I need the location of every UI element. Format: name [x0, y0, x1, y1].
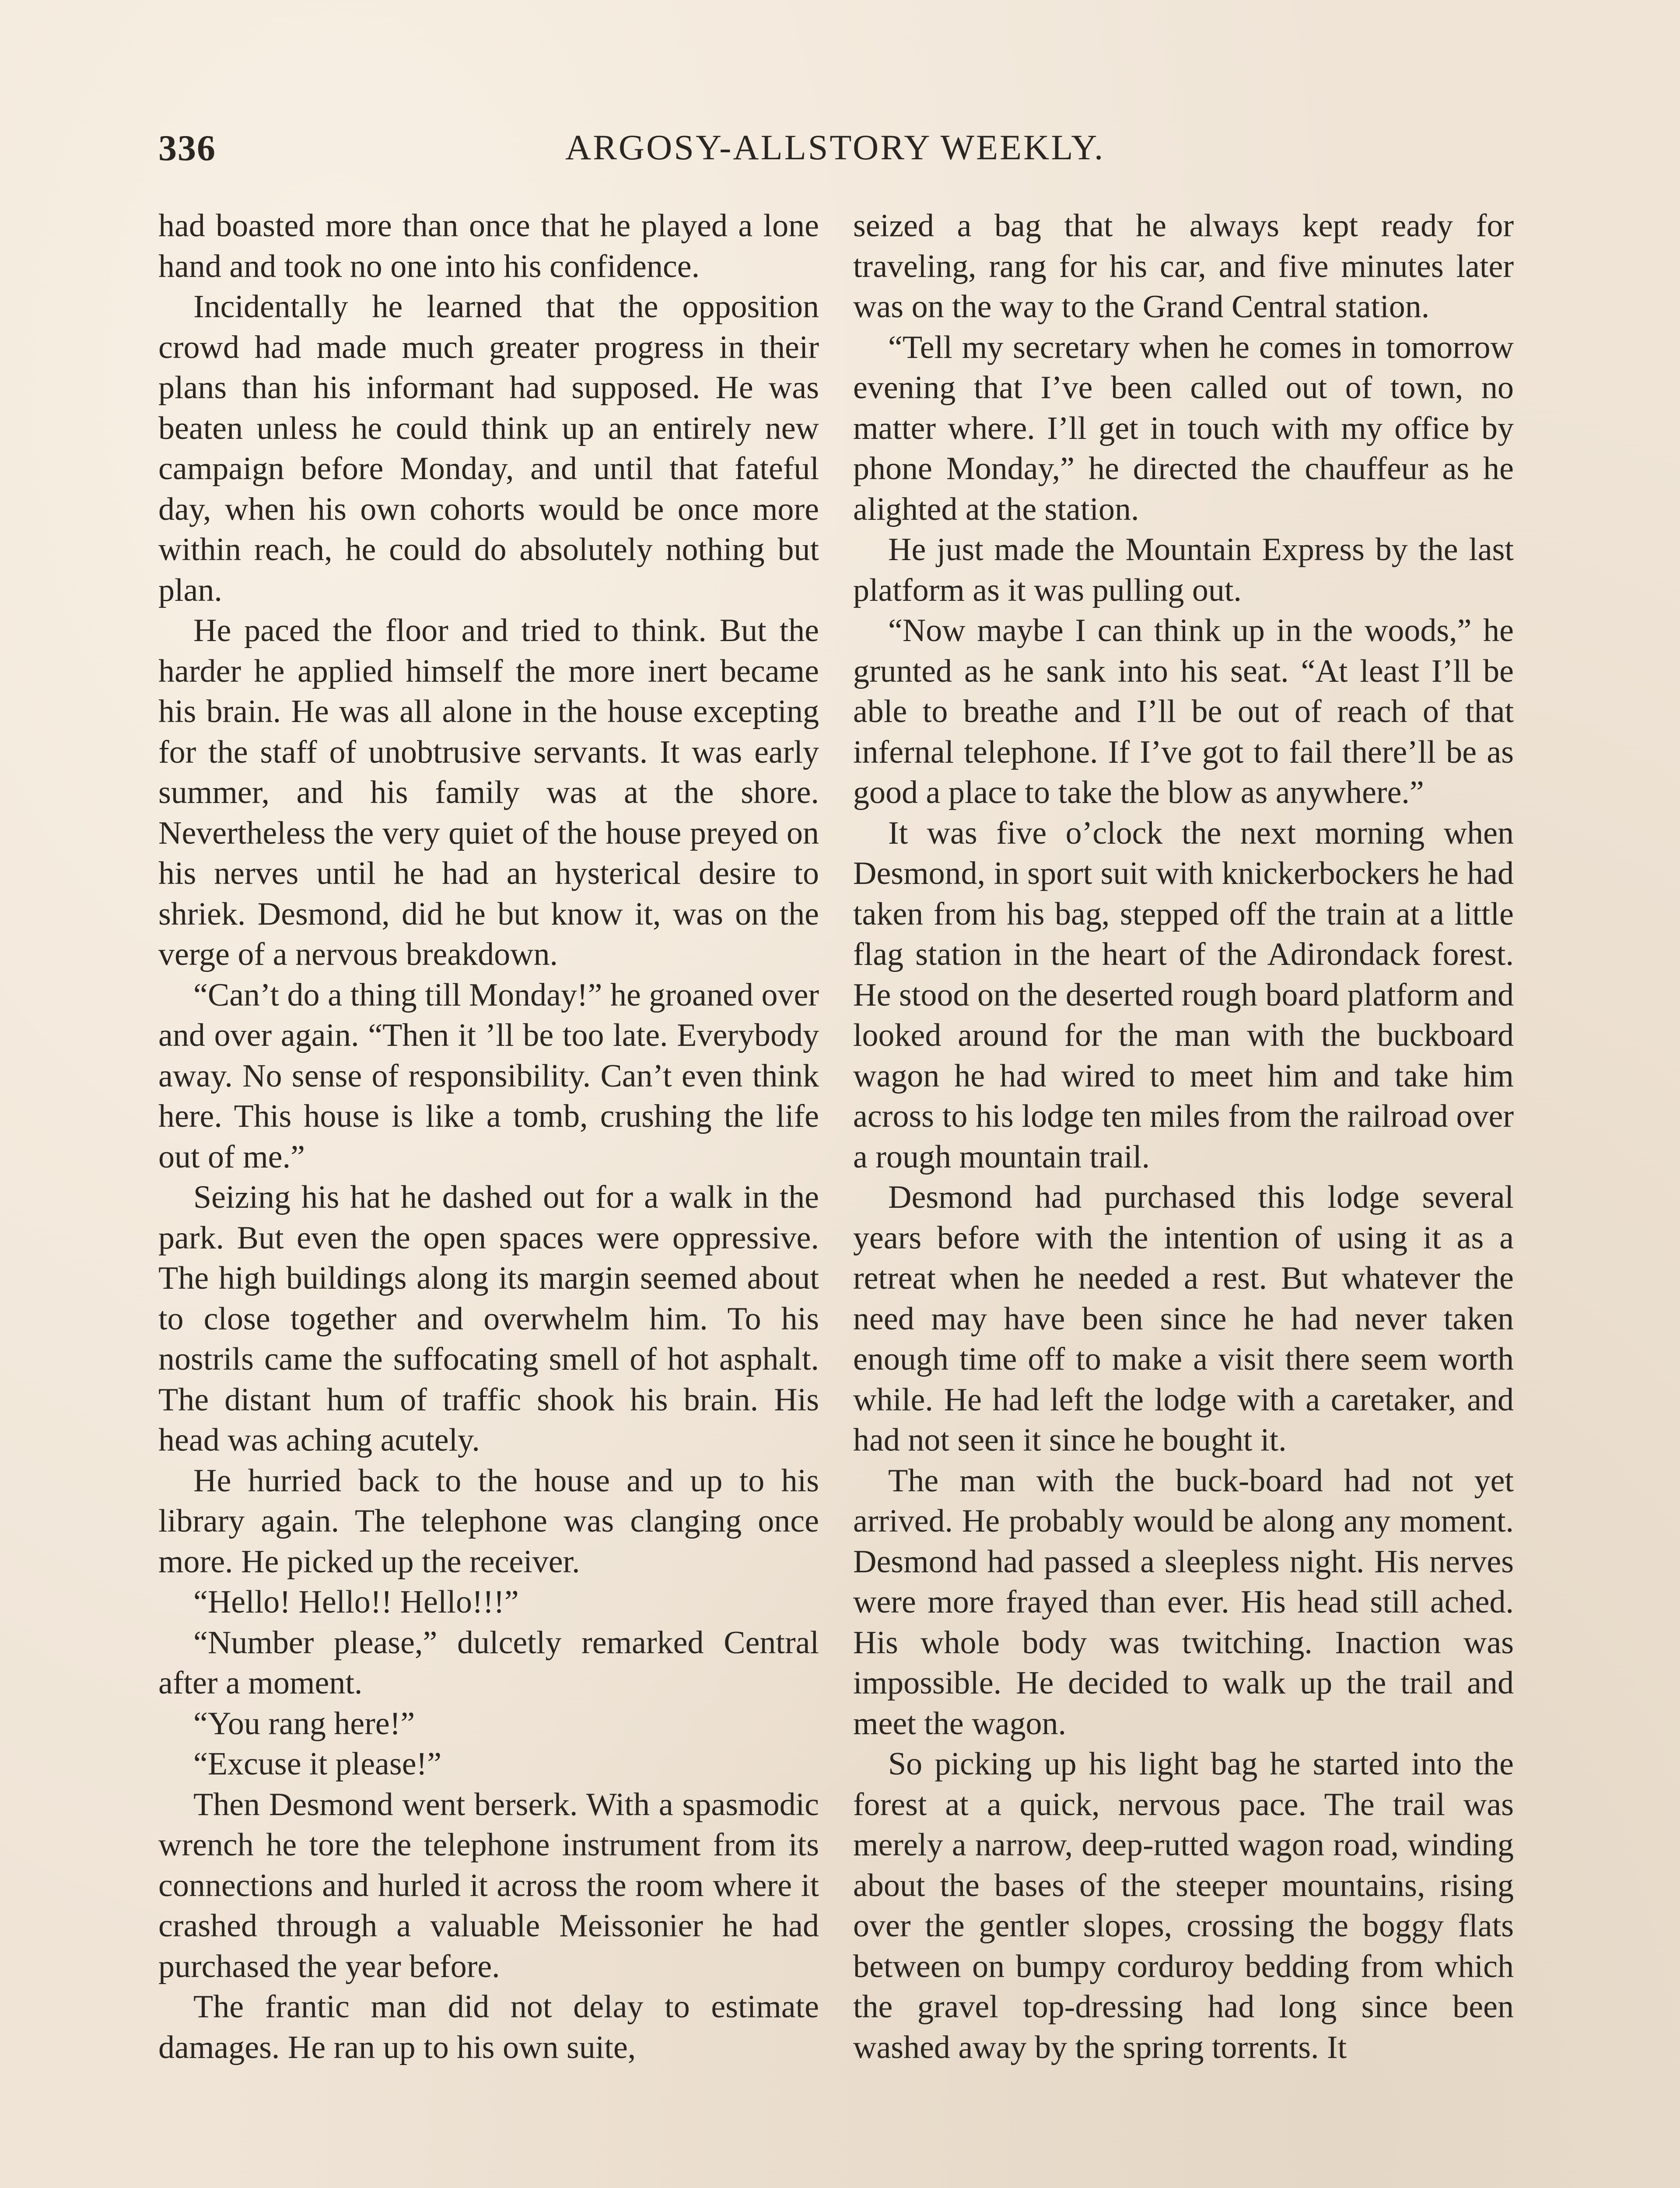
page-number: 336 — [158, 128, 216, 168]
paragraph: The man with the buck-board had not yet arrived. He probably would be along any moment. Desmond had passed a sleepless night. His nerves were more frayed than ever. His head still ached. His whole body was twitching. Inaction was impossible. He decided to walk up the trail and meet the wagon. — [853, 1462, 1514, 1742]
paragraph: Desmond had purchased this lodge several years before with the intention of using it as a retreat when he needed a rest. But whatever the need may have been since he had never taken enough time off to make a visit there seem worth while. He had left the lodge with a caretaker, and had not seen it since he bought it. — [853, 1179, 1514, 1458]
paragraph: He paced the floor and tried to think. But the harder he applied himself the more inert became his brain. He was all alone in the house excepting for the staff of unobtrusive servants. It was early summer, and his family was at the shore. Nevertheless the very quiet of the house preyed on his nerves until he had an hysterical desire to shriek. Desmond, did he but know it, was on the verge of a nervous breakdown. — [158, 613, 819, 972]
left-column — [158, 206, 819, 2068]
paragraph: Incidentally he learned that the opposition crowd had made much greater progress in their plans than his informant had supposed. He was beaten unless he could think up an entirely new campaign before Monday, and until that fateful day, when his own cohorts would be once more within reach, he could do absolutely nothing but plan. — [158, 289, 819, 608]
paragraph: Then Desmond went berserk. With a spasmodic wrench he tore the telephone instrument from its connections and hurled it across the room where it crashed through a valuable Meissonier he had purchased the year before. — [158, 1786, 819, 1985]
paragraph: He just made the Mountain Express by the last platform as it was pulling out. — [853, 532, 1514, 608]
paragraph: Seizing his hat he dashed out for a walk in the park. But even the open spaces were oppressive. The high buildings along its margin seemed about to close together and overwhelm him. To his nostrils came the suffocating smell of hot asphalt. The distant hum of traffic shook his brain. His head was aching acutely. — [158, 1179, 819, 1458]
paragraph: The frantic man did not delay to estimate damages. He ran up to his own suite, — [158, 1989, 819, 2065]
paragraph: It was five o’clock the next morning when Desmond, in sport suit with knickerbockers he had taken from his bag, stepped off the train at a little flag station in the heart of the Adirondack forest. He stood on the deserted rough board platform and looked around for the man with the buckboard wagon he had wired to meet him and take him across to his lodge ten miles from the railroad over a rough mountain trail. — [853, 815, 1514, 1175]
paragraph: “Tell my secretary when he comes in tomorrow evening that I’ve been called out of town, no matter where. I’ll get in touch with my office by phone Monday,” he directed the chauffeur as he alighted at the station. — [853, 329, 1514, 527]
paragraph: “Number please,” dulcetly remarked Central after a moment. — [158, 1624, 819, 1701]
paragraph: He hurried back to the house and up to his library again. The telephone was clanging once more. He picked up the receiver. — [158, 1462, 819, 1580]
paragraph: seized a bag that he always kept ready for traveling, rang for his car, and five minutes later was on the way to the Grand Central station. — [853, 208, 1514, 325]
paragraph: “You rang here!” — [193, 1705, 415, 1742]
paragraph: “Can’t do a thing till Monday!” he groaned over and over again. “Then it ’ll be too late. Everybody away. No sense of responsibility. Can’t even think here. This house is like a tomb, crushing the life out of me.” — [158, 977, 819, 1175]
paragraph: “Hello! Hello!! Hello!!!” — [193, 1584, 519, 1620]
right-column — [853, 206, 1514, 2068]
page-header — [158, 118, 1563, 184]
paragraph: So picking up his light bag he started into the forest at a quick, nervous pace. The trail was merely a narrow, deep-rutted wagon road, winding about the bases of the steeper mountains, rising over the gentler slopes, crossing the boggy flats between on bumpy corduroy bedding from which the gravel top-dressing had long since been washed away by the spring torrents. It — [853, 1746, 1514, 2065]
paragraph: had boasted more than once that he played a lone hand and took no one into his confidence. — [158, 208, 819, 284]
running-title: ARGOSY-ALLSTORY WEEKLY. — [565, 127, 1105, 167]
paragraph: “Now maybe I can think up in the woods,” he grunted as he sank into his seat. “At least I’ll be able to breathe and I’ll be out of reach of that infernal telephone. If I’ve got to fail there’ll be as good a place to take the blow as anywhere.” — [853, 613, 1514, 810]
paragraph: “Excuse it please!” — [193, 1746, 442, 1782]
